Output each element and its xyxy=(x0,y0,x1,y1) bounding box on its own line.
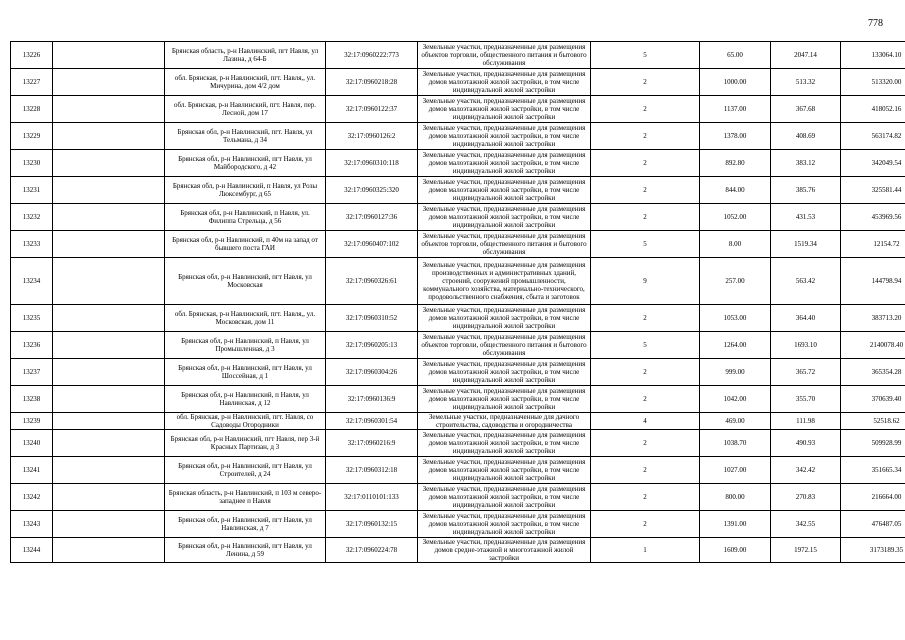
cadastral-value-cell: 383713.20 xyxy=(841,305,905,332)
table-row xyxy=(11,430,905,457)
cadastral-number-cell: 32:17:0960310:118 xyxy=(326,150,418,177)
table-row xyxy=(11,42,905,69)
row-number: 13234 xyxy=(11,258,53,305)
rate-cell: 490.93 xyxy=(771,430,841,457)
cadastral-value-cell: 133064.10 xyxy=(841,42,905,69)
table-row xyxy=(11,386,905,413)
blank-cell xyxy=(53,204,165,231)
cadastral-number-cell: 32:17:0960205:13 xyxy=(326,332,418,359)
land-use-type-cell: Земельные участки, предназначенные для размещения объектов торговли, общественного питания и бытового обслуживания xyxy=(418,231,591,258)
group-cell: 1 xyxy=(591,538,700,563)
blank-cell xyxy=(53,42,165,69)
rate-cell: 355.70 xyxy=(771,386,841,413)
row-number: 13242 xyxy=(11,484,53,511)
address-cell: Брянская обл, р-н Навлинский, п Навля, ул Розы Люксембург, д 65 xyxy=(165,177,326,204)
row-number: 13243 xyxy=(11,511,53,538)
cadastral-value-cell: 12154.72 xyxy=(841,231,905,258)
cadastral-number-cell: 32:17:0960304:26 xyxy=(326,359,418,386)
row-number: 13237 xyxy=(11,359,53,386)
table-row xyxy=(11,96,905,123)
cadastral-number-cell: 32:17:0960126:2 xyxy=(326,123,418,150)
cadastral-value-cell: 509928.99 xyxy=(841,430,905,457)
blank-cell xyxy=(53,538,165,563)
area-cell: 257.00 xyxy=(700,258,771,305)
rate-cell: 342.42 xyxy=(771,457,841,484)
land-use-type-cell: Земельные участки, предназначенные для размещения домов малоэтажной жилой застройки, в том числе индивидуальной жилой застройки xyxy=(418,359,591,386)
cadastral-value-table xyxy=(10,41,905,563)
cadastral-value-cell: 513320.00 xyxy=(841,69,905,96)
group-cell: 5 xyxy=(591,42,700,69)
address-cell: Брянская обл, р-н Навлинский, п 40м на запад от бывшего поста ГАИ xyxy=(165,231,326,258)
land-use-type-cell: Земельные участки, предназначенные для размещения домов малоэтажной жилой застройки, в том числе индивидуальной жилой застройки xyxy=(418,123,591,150)
cadastral-value-cell: 453969.56 xyxy=(841,204,905,231)
blank-cell xyxy=(53,150,165,177)
table-row xyxy=(11,204,905,231)
area-cell: 1264.00 xyxy=(700,332,771,359)
rate-cell: 1519.34 xyxy=(771,231,841,258)
area-cell: 1000.00 xyxy=(700,69,771,96)
land-use-type-cell: Земельные участки, предназначенные для размещения домов малоэтажной жилой застройки, в том числе индивидуальной жилой застройки xyxy=(418,69,591,96)
blank-cell xyxy=(53,430,165,457)
address-cell: обл. Брянская, р-н Навлинский, пгт. Навля,, ул. Московская, дом 11 xyxy=(165,305,326,332)
row-number: 13230 xyxy=(11,150,53,177)
land-use-type-cell: Земельные участки, предназначенные для размещения домов малоэтажной жилой застройки, в том числе индивидуальной жилой застройки xyxy=(418,484,591,511)
table-row xyxy=(11,538,905,563)
rate-cell: 383.12 xyxy=(771,150,841,177)
blank-cell xyxy=(53,177,165,204)
address-cell: Брянская обл, р-н Навлинский, п Навля, ул Промышленная, д 3 xyxy=(165,332,326,359)
row-number: 13241 xyxy=(11,457,53,484)
cadastral-number-cell: 32:17:0960136:9 xyxy=(326,386,418,413)
address-cell: Брянская обл, р-н Навлинский, пгт Навля, ул Навлинская, д 7 xyxy=(165,511,326,538)
blank-cell xyxy=(53,332,165,359)
rate-cell: 1693.10 xyxy=(771,332,841,359)
area-cell: 1391.00 xyxy=(700,511,771,538)
group-cell: 2 xyxy=(591,123,700,150)
blank-cell xyxy=(53,484,165,511)
area-cell: 1053.00 xyxy=(700,305,771,332)
cadastral-number-cell: 32:17:0960325:320 xyxy=(326,177,418,204)
table-row xyxy=(11,457,905,484)
group-cell: 2 xyxy=(591,305,700,332)
row-number: 13231 xyxy=(11,177,53,204)
rate-cell: 365.72 xyxy=(771,359,841,386)
land-use-type-cell: Земельные участки, предназначенные для размещения домов средне-этажной и многоэтажной жилой застройки xyxy=(418,538,591,563)
address-cell: Брянская обл, р-н Навлинский, пгт. Навля, ул Тельмана, д 34 xyxy=(165,123,326,150)
address-cell: обл. Брянская, р-н Навлинский, пгт. Навля, со Садоводы Огородники xyxy=(165,413,326,430)
cadastral-value-cell: 216664.00 xyxy=(841,484,905,511)
blank-cell xyxy=(53,231,165,258)
cadastral-value-cell: 342049.54 xyxy=(841,150,905,177)
cadastral-number-cell: 32:17:0960312:18 xyxy=(326,457,418,484)
group-cell: 2 xyxy=(591,204,700,231)
land-use-type-cell: Земельные участки, предназначенные для размещения производственных и административных зданий, строений, сооружений промышленности, коммунального хозяйства, материально-технического, продовольственного снабжения, сбыта и заготовок xyxy=(418,258,591,305)
rate-cell: 513.32 xyxy=(771,69,841,96)
cadastral-value-cell: 370639.40 xyxy=(841,386,905,413)
row-number: 13235 xyxy=(11,305,53,332)
blank-cell xyxy=(53,305,165,332)
address-cell: Брянская область, р-н Навлинский, п 103 м северо-западнее п Навля xyxy=(165,484,326,511)
group-cell: 2 xyxy=(591,386,700,413)
address-cell: Брянская обл, р-н Навлинский, п Навля, ул. Филиппа Стрельца, д 56 xyxy=(165,204,326,231)
blank-cell xyxy=(53,69,165,96)
group-cell: 9 xyxy=(591,258,700,305)
area-cell: 8.00 xyxy=(700,231,771,258)
land-use-type-cell: Земельные участки, предназначенные для размещения домов малоэтажной жилой застройки, в том числе индивидуальной жилой застройки xyxy=(418,204,591,231)
address-cell: Брянская обл, р-н Навлинский, пгт Навля, ул Шоссейная, д 1 xyxy=(165,359,326,386)
group-cell: 2 xyxy=(591,457,700,484)
row-number: 13236 xyxy=(11,332,53,359)
cadastral-number-cell: 32:17:0960122:37 xyxy=(326,96,418,123)
cadastral-value-cell: 52518.62 xyxy=(841,413,905,430)
blank-cell xyxy=(53,457,165,484)
blank-cell xyxy=(53,413,165,430)
rate-cell: 2047.14 xyxy=(771,42,841,69)
cadastral-value-cell: 3173189.35 xyxy=(841,538,905,563)
table-row xyxy=(11,359,905,386)
group-cell: 2 xyxy=(591,430,700,457)
group-cell: 4 xyxy=(591,413,700,430)
area-cell: 1038.70 xyxy=(700,430,771,457)
table-row xyxy=(11,413,905,430)
table-row xyxy=(11,69,905,96)
land-use-type-cell: Земельные участки, предназначенные для размещения домов малоэтажной жилой застройки, в том числе индивидуальной жилой застройки xyxy=(418,305,591,332)
group-cell: 2 xyxy=(591,177,700,204)
address-cell: Брянская обл, р-н Навлинский, пгт Навля, ул Московская xyxy=(165,258,326,305)
area-cell: 1378.00 xyxy=(700,123,771,150)
cadastral-value-cell: 476487.05 xyxy=(841,511,905,538)
cadastral-number-cell: 32:17:0960127:36 xyxy=(326,204,418,231)
row-number: 13233 xyxy=(11,231,53,258)
area-cell: 65.00 xyxy=(700,42,771,69)
cadastral-value-cell: 351665.34 xyxy=(841,457,905,484)
rate-cell: 385.76 xyxy=(771,177,841,204)
cadastral-number-cell: 32:17:0110101:133 xyxy=(326,484,418,511)
table-row xyxy=(11,150,905,177)
row-number: 13239 xyxy=(11,413,53,430)
area-cell: 892.80 xyxy=(700,150,771,177)
cadastral-number-cell: 32:17:0960224:78 xyxy=(326,538,418,563)
address-cell: Брянская обл, р-н Навлинский, пгт Навля, ул Строителей, д 24 xyxy=(165,457,326,484)
group-cell: 2 xyxy=(591,96,700,123)
row-number: 13227 xyxy=(11,69,53,96)
cadastral-value-cell: 144798.94 xyxy=(841,258,905,305)
rate-cell: 342.55 xyxy=(771,511,841,538)
row-number: 13238 xyxy=(11,386,53,413)
table-row xyxy=(11,332,905,359)
cadastral-value-cell: 325581.44 xyxy=(841,177,905,204)
area-cell: 800.00 xyxy=(700,484,771,511)
land-use-type-cell: Земельные участки, предназначенные для размещения домов малоэтажной жилой застройки, в том числе индивидуальной жилой застройки xyxy=(418,457,591,484)
table-row xyxy=(11,123,905,150)
cadastral-number-cell: 32:17:0960326:61 xyxy=(326,258,418,305)
land-use-type-cell: Земельные участки, предназначенные для дачного строительства, садоводства и огородничества xyxy=(418,413,591,430)
land-use-type-cell: Земельные участки, предназначенные для размещения объектов торговли, общественного питания и бытового обслуживания xyxy=(418,42,591,69)
cadastral-number-cell: 32:17:0960216:9 xyxy=(326,430,418,457)
rate-cell: 1972.15 xyxy=(771,538,841,563)
address-cell: обл. Брянская, р-н Навлинский, пгт. Навля,, ул. Мичурина, дом 4/2 дом xyxy=(165,69,326,96)
land-use-type-cell: Земельные участки, предназначенные для размещения домов малоэтажной жилой застройки, в том числе индивидуальной жилой застройки xyxy=(418,430,591,457)
land-use-type-cell: Земельные участки, предназначенные для размещения объектов торговли, общественного питания и бытового обслуживания xyxy=(418,332,591,359)
address-cell: Брянская обл, р-н Навлинский, п Навля, ул Навлинская, д 12 xyxy=(165,386,326,413)
cadastral-value-cell: 563174.82 xyxy=(841,123,905,150)
table-row xyxy=(11,231,905,258)
table-row xyxy=(11,305,905,332)
group-cell: 5 xyxy=(591,231,700,258)
area-cell: 469.00 xyxy=(700,413,771,430)
address-cell: обл. Брянская, р-н Навлинский, пгт. Навля, пер. Лесной, дом 17 xyxy=(165,96,326,123)
table-row xyxy=(11,258,905,305)
row-number: 13229 xyxy=(11,123,53,150)
rate-cell: 364.40 xyxy=(771,305,841,332)
address-cell: Брянская область, р-н Навлинский, пгт Навля, ул Лазина, д 64-Б xyxy=(165,42,326,69)
cadastral-number-cell: 32:17:0960407:102 xyxy=(326,231,418,258)
cadastral-value-cell: 365354.28 xyxy=(841,359,905,386)
cadastral-value-cell: 2140078.40 xyxy=(841,332,905,359)
blank-cell xyxy=(53,511,165,538)
blank-cell xyxy=(53,258,165,305)
area-cell: 844.00 xyxy=(700,177,771,204)
blank-cell xyxy=(53,96,165,123)
blank-cell xyxy=(53,123,165,150)
blank-cell xyxy=(53,386,165,413)
group-cell: 5 xyxy=(591,332,700,359)
row-number: 13244 xyxy=(11,538,53,563)
area-cell: 1052.00 xyxy=(700,204,771,231)
cadastral-number-cell: 32:17:0960222:773 xyxy=(326,42,418,69)
area-cell: 1137.00 xyxy=(700,96,771,123)
cadastral-number-cell: 32:17:0960218:28 xyxy=(326,69,418,96)
row-number: 13240 xyxy=(11,430,53,457)
land-use-type-cell: Земельные участки, предназначенные для размещения домов малоэтажной жилой застройки, в том числе индивидуальной жилой застройки xyxy=(418,177,591,204)
row-number: 13232 xyxy=(11,204,53,231)
group-cell: 2 xyxy=(591,484,700,511)
rate-cell: 563.42 xyxy=(771,258,841,305)
blank-cell xyxy=(53,359,165,386)
row-number: 13228 xyxy=(11,96,53,123)
land-use-type-cell: Земельные участки, предназначенные для размещения домов малоэтажной жилой застройки, в том числе индивидуальной жилой застройки xyxy=(418,96,591,123)
rate-cell: 431.53 xyxy=(771,204,841,231)
cadastral-value-cell: 418052.16 xyxy=(841,96,905,123)
land-use-type-cell: Земельные участки, предназначенные для размещения домов малоэтажной жилой застройки, в том числе индивидуальной жилой застройки xyxy=(418,511,591,538)
area-cell: 1027.00 xyxy=(700,457,771,484)
cadastral-number-cell: 32:17:0960310:52 xyxy=(326,305,418,332)
area-cell: 999.00 xyxy=(700,359,771,386)
table-row xyxy=(11,511,905,538)
rate-cell: 270.83 xyxy=(771,484,841,511)
address-cell: Брянская обл, р-н Навлинский, пгт Навля, ул Майбородского, д 42 xyxy=(165,150,326,177)
table-row xyxy=(11,177,905,204)
group-cell: 2 xyxy=(591,150,700,177)
address-cell: Брянская обл, р-н Навлинский, пгт Навля, пер 3-й Красных Партизан, д 3 xyxy=(165,430,326,457)
land-use-type-cell: Земельные участки, предназначенные для размещения домов малоэтажной жилой застройки, в том числе индивидуальной жилой застройки xyxy=(418,150,591,177)
rate-cell: 111.98 xyxy=(771,413,841,430)
rate-cell: 408.69 xyxy=(771,123,841,150)
group-cell: 2 xyxy=(591,359,700,386)
rate-cell: 367.68 xyxy=(771,96,841,123)
group-cell: 2 xyxy=(591,511,700,538)
address-cell: Брянская обл, р-н Навлинский, пгт Навля, ул Ленина, д 59 xyxy=(165,538,326,563)
page-number: 778 xyxy=(868,18,883,29)
table-row xyxy=(11,484,905,511)
cadastral-number-cell: 32:17:0960301:54 xyxy=(326,413,418,430)
row-number: 13226 xyxy=(11,42,53,69)
land-use-type-cell: Земельные участки, предназначенные для размещения домов малоэтажной жилой застройки, в том числе индивидуальной жилой застройки xyxy=(418,386,591,413)
group-cell: 2 xyxy=(591,69,700,96)
area-cell: 1042.00 xyxy=(700,386,771,413)
area-cell: 1609.00 xyxy=(700,538,771,563)
cadastral-number-cell: 32:17:0960132:15 xyxy=(326,511,418,538)
